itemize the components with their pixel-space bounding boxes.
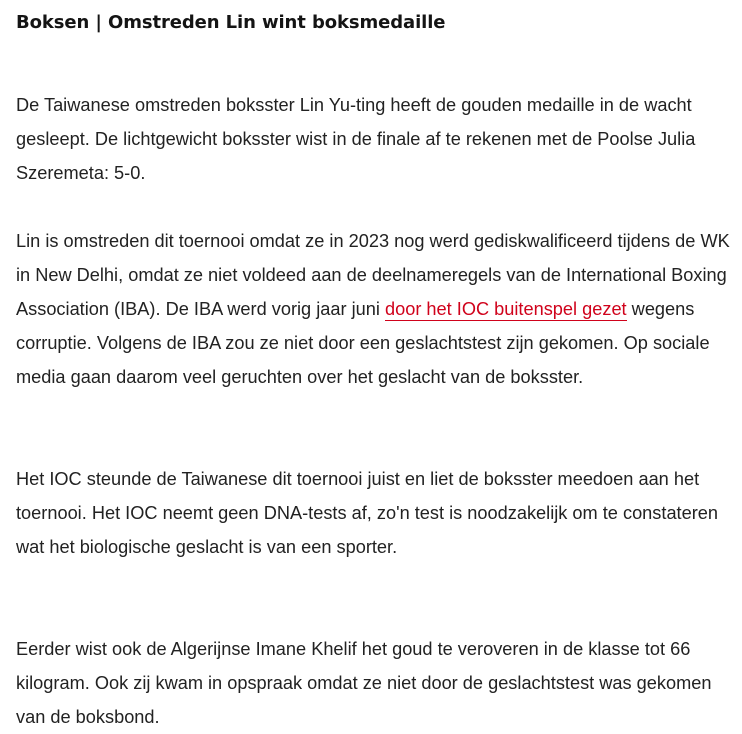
- paragraph-3: [16, 428, 742, 564]
- paragraph-1: [16, 54, 742, 190]
- paragraph-1-text: De Taiwanese omstreden boksster Lin Yu-ting heeft de gouden medaille in de wacht gesleept. De lichtgewicht boksster wist in de finale af te rekenen met de Poolse Julia Szeremeta: 5-0.: [16, 95, 696, 183]
- paragraph-4-text: Eerder wist ook de Algerijnse Imane Khelif het goud te veroveren in de klasse tot 66 kilogram. Ook zij kwam in opspraak omdat ze niet door de geslachtstest was gekomen van de boksbond.: [16, 639, 712, 727]
- ioc-sidelined-link[interactable]: door het IOC buitenspel gezet: [384, 299, 627, 319]
- paragraph-2-text-start: Lin is omstreden dit toernooi omdat ze in 2023 nog werd gediskwalificeerd tijdens de WK in New Delhi, omdat ze niet voldeed aan de deelnameregels van de International Boxing Association (IBA). De IBA werd vorig jaar juni: [16, 231, 730, 319]
- article-body: [16, 10, 742, 734]
- article-headline: Boksen | Omstreden Lin wint boksmedaille: [16, 12, 446, 33]
- paragraph-3-text: Het IOC steunde de Taiwanese dit toernooi juist en liet de boksster meedoen aan het toernooi. Het IOC neemt geen DNA-tests af, zo'n test is noodzakelijk om te constateren wat het biologische geslacht is van een sporter.: [16, 469, 719, 557]
- paragraph-2: [16, 224, 742, 394]
- paragraph-4: [16, 598, 742, 734]
- paragraph-2-text-end: wegens corruptie. Volgens de IBA zou ze niet door een geslachtstest zijn gekomen. Op sociale media gaan daarom veel geruchten over het geslacht van de boksster.: [16, 299, 710, 387]
